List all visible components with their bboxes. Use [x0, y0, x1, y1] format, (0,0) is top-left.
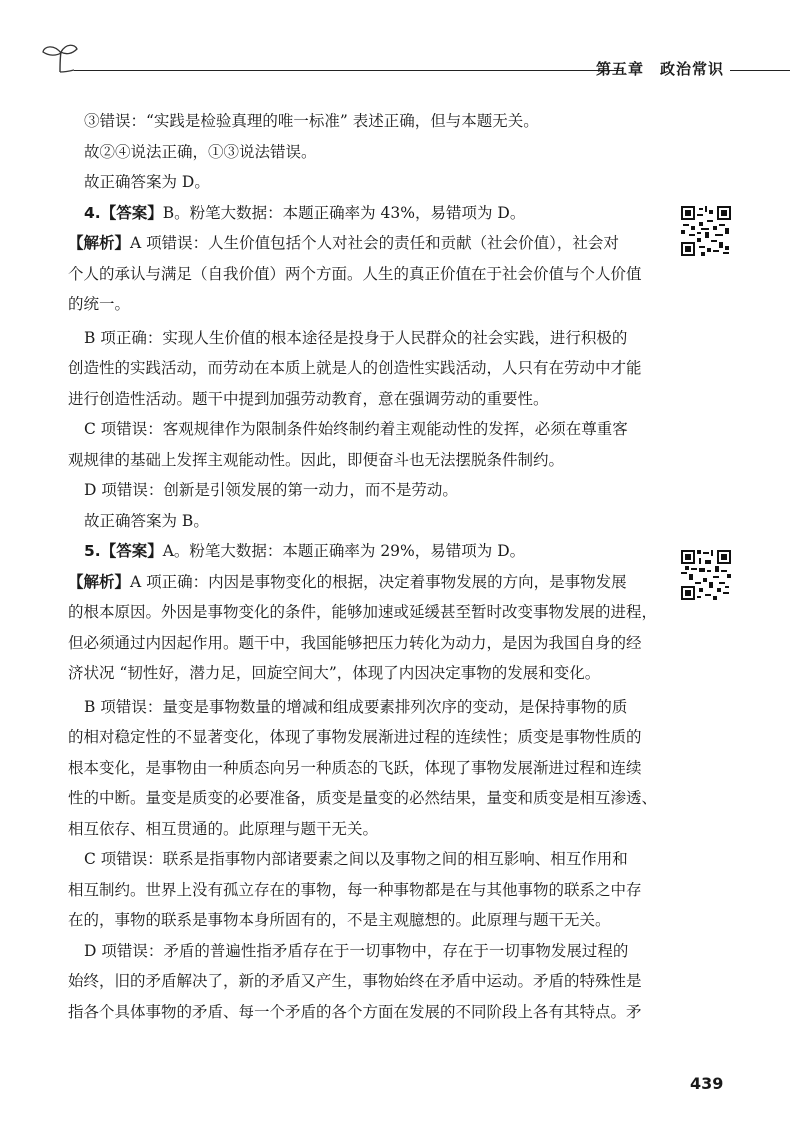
sprout-icon — [40, 40, 80, 74]
qr-code-q5[interactable] — [681, 550, 731, 600]
answer-line-q5 — [84, 536, 664, 567]
answer-text: A。粉笔大数据：本题正确率为 29%，易错项为 D。 — [162, 542, 526, 560]
explanation-text: A 项正确：内因是事物变化的根据，决定着事物发展的方向，是事物发展 — [130, 572, 627, 591]
answer-tag: 【答案】 — [100, 542, 163, 560]
paragraph-line: 的统一。 — [68, 295, 131, 313]
paragraph-line: 始终，旧的矛盾解决了，新的矛盾又产生，事物始终在矛盾中运动。矛盾的特殊性是 — [68, 972, 642, 990]
paragraph-line: 指各个具体事物的矛盾、每一个矛盾的各个方面在发展的不同阶段上各有其特点。矛 — [68, 1002, 642, 1021]
paragraph-line: B 项错误：量变是事物数量的增减和组成要素排列次序的变动，是保持事物的质 — [84, 697, 628, 716]
explanation-tag: 【解析】 — [68, 572, 131, 591]
header-rule-left — [74, 70, 622, 71]
explanation-tag: 【解析】 — [68, 234, 131, 252]
question-number: 5. — [84, 542, 101, 560]
chapter-title: 第五章 政治常识 — [596, 60, 725, 78]
paragraph-line: C 项错误：联系是指事物内部诸要素之间以及事物之间的相互影响、相互作用和 — [84, 850, 628, 868]
answer-tag: 【答案】 — [100, 203, 163, 222]
page-body — [68, 106, 664, 1027]
paragraph: 故正确答案为 D。 — [84, 173, 210, 191]
paragraph-line: 观规律的基础上发挥主观能动性。因此，即便奋斗也无法摆脱条件制约。 — [68, 450, 565, 469]
paragraph: 故②④说法正确，①③说法错误。 — [84, 142, 317, 161]
explanation-line — [68, 228, 664, 259]
qr-code-icon — [681, 550, 731, 600]
answer-text: B。粉笔大数据：本题正确率为 43%，易错项为 D。 — [162, 203, 526, 222]
paragraph-line: 的相对稳定性的不显著变化，体现了事物发展渐进过程的连续性；质变是事物性质的 — [68, 728, 642, 746]
question-number: 4. — [84, 203, 101, 222]
page-header — [40, 40, 760, 76]
paragraph-line: D 项错误：矛盾的普遍性指矛盾存在于一切事物中，存在于一切事物发展过程的 — [84, 941, 629, 960]
paragraph-line: D 项错误：创新是引领发展的第一动力，而不是劳动。 — [84, 481, 458, 499]
paragraph-line: 在的，事物的联系是事物本身所固有的，不是主观臆想的。此原理与题干无关。 — [68, 911, 611, 929]
paragraph-line: B 项正确：实现人生价值的根本途径是投身于人民群众的社会实践，进行积极的 — [84, 328, 628, 347]
answer-line-q4 — [84, 198, 664, 229]
paragraph-line: 相互依存、相互贯通的。此原理与题干无关。 — [68, 819, 379, 838]
paragraph: ③错误：“实践是检验真理的唯一标准” 表述正确，但与本题无关。 — [84, 112, 539, 130]
header-rule-right — [730, 70, 790, 71]
paragraph-line: 故正确答案为 B。 — [84, 511, 209, 530]
paragraph-line: 创造性的实践活动，而劳动在本质上就是人的创造性实践活动，人只有在劳动中才能 — [68, 359, 642, 377]
qr-code-q4[interactable] — [681, 206, 731, 256]
paragraph-line: 但必须通过内因起作用。题干中，我国能够把压力转化为动力，是因为我国自身的经 — [68, 633, 642, 652]
qr-code-icon — [681, 206, 731, 256]
paragraph-line: 济状况 “韧性好，潜力足，回旋空间大”，体现了内因决定事物的发展和变化。 — [68, 664, 601, 682]
paragraph-line: 根本变化，是事物由一种质态向另一种质态的飞跃，体现了事物发展渐进过程和连续 — [68, 758, 642, 777]
paragraph-line: 性的中断。量变是质变的必要准备，质变是量变的必然结果，量变和质变是相互渗透、 — [68, 789, 658, 807]
explanation-line — [68, 567, 664, 598]
paragraph-line: 相互制约。世界上没有孤立存在的事物，每一种事物都是在与其他事物的联系之中存 — [68, 880, 642, 899]
page-number: 439 — [690, 1074, 724, 1093]
paragraph-line: 进行创造性活动。题干中提到加强劳动教育，意在强调劳动的重要性。 — [68, 389, 549, 408]
paragraph-line: C 项错误：客观规律作为限制条件始终制约着主观能动性的发挥，必须在尊重客 — [84, 420, 628, 438]
explanation-text: A 项错误：人生价值包括个人对社会的责任和贡献（社会价值），社会对 — [130, 234, 619, 252]
paragraph-line: 个人的承认与满足（自我价值）两个方面。人生的真正价值在于社会价值与个人价值 — [68, 264, 642, 283]
paragraph-line: 的根本原因。外因是事物变化的条件，能够加速或延缓甚至暂时改变事物发展的进程， — [68, 603, 658, 621]
